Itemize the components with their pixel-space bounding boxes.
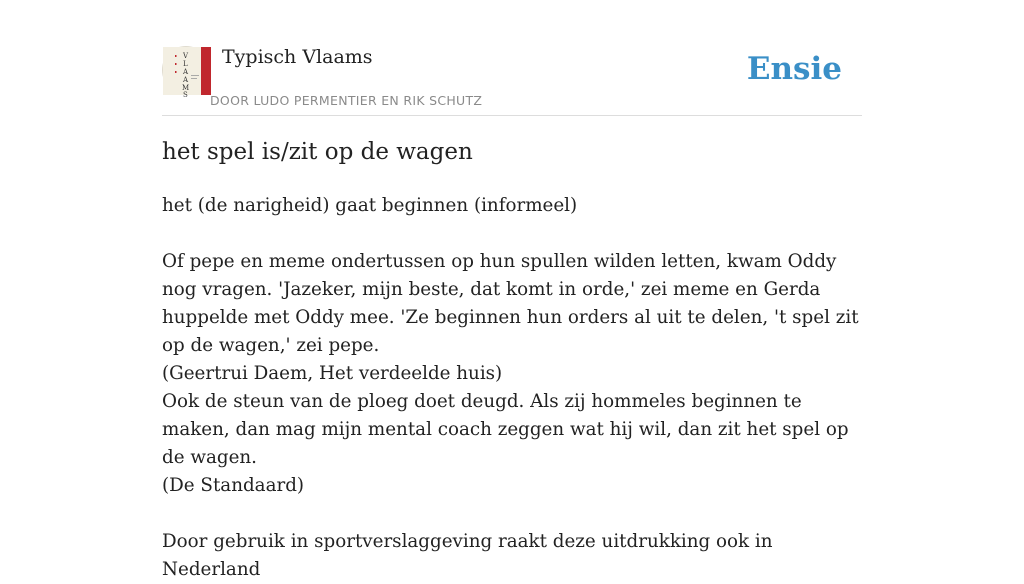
header-divider — [162, 115, 862, 116]
example-quote-1: Of pepe en meme ondertussen op hun spullen wilden letten, kwam Oddy nog vragen. 'Jazeker, mijn beste, dat komt in orde,' zei meme en Gerda huppelde met Oddy mee. 'Ze beginnen hun orders al uit te delen, 't spel zit op de wagen,' zei pepe. — [162, 251, 859, 356]
spacer — [162, 220, 862, 248]
svg-text:M: M — [182, 84, 190, 92]
entry-definition: het (de narigheid) gaat beginnen (informeel) — [162, 195, 578, 216]
svg-text:A: A — [183, 76, 189, 84]
page — [162, 0, 862, 580]
site-logo[interactable]: Ensie — [746, 51, 842, 87]
svg-text:S: S — [183, 91, 188, 99]
entry-content — [162, 192, 862, 584]
svg-text:A: A — [183, 68, 189, 76]
svg-text:V: V — [183, 52, 189, 60]
book-cover-logo[interactable] — [162, 46, 210, 99]
book-authors: DOOR LUDO PERMENTIER EN RIK SCHUTZ — [210, 93, 483, 108]
spacer — [162, 500, 862, 528]
example-source-2: (De Standaard) — [162, 475, 305, 496]
entry-headword: het spel is/zit op de wagen — [162, 139, 473, 165]
svg-text:L: L — [183, 60, 188, 68]
example-source-1: (Geertrui Daem, Het verdeelde huis) — [162, 363, 503, 384]
example-quote-2: Ook de steun van de ploeg doet deugd. Als zij hommeles beginnen te maken, dan mag mijn mental coach zeggen wat hij wil, dan zit het spel op de wagen. — [162, 391, 849, 468]
book-title[interactable]: Typisch Vlaams — [222, 46, 373, 68]
book-cover-icon — [163, 47, 211, 99]
entry-note: Door gebruik in sportverslaggeving raakt deze uitdrukking ook in Nederland — [162, 531, 773, 580]
